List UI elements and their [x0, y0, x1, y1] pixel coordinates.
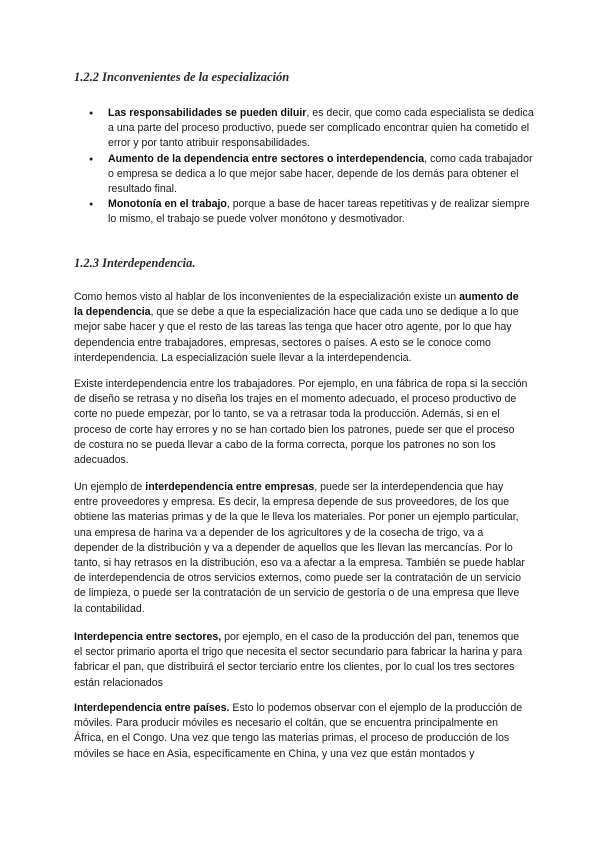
bullet-text: , porque a base de hacer tareas repetitivas y de realizar siempre lo mismo, el trabajo se puede volver monótono y desmotivador. — [108, 198, 530, 226]
section-heading-inconvenientes: 1.2.2 Inconvenientes de la especialización — [74, 70, 290, 84]
paragraph-bold-term: interdependencia entre empresas — [145, 481, 315, 493]
paragraph-text: Existe interdependencia entre los trabajadores. Por ejemplo, en una fábrica de ropa si la sección de diseño se retrasa y no diseña los trajes en el momento adecuado, el proceso productivo de corte no puede empezar, por lo tanto, se va a retrasar toda la producción. Además, si en el proceso de corte hay errores y no se han cortado bien los patrones, puede ser que el proceso de costura no se pueda llevar a cabo de la forma correcta, porque los patrones no son los adecuados. — [74, 378, 528, 467]
paragraph-bold-term: Interdependencia entre países. — [74, 702, 230, 714]
bullet-text: , como cada trabajador o empresa se dedica a lo que mejor sabe hacer, depende de los demás para obtener el resultado final. — [108, 152, 533, 196]
bullet-bold-term: Monotonía en el trabajo — [108, 198, 227, 211]
paragraph-text: , puede ser la interdependencia que hay entre proveedores y empresa. Es decir, la empresa depende de sus proveedores, de los que obtiene las materias primas y de la que le lleva los materiales. Por poner un ejemplo particular, una empresa de harina va a depender de los agricultores y de la cosecha de trigo, va a depender de la distribución y va a depender de aquellos que les llevan las mercancías. Por lo tanto, si hay retrasos en la distribución, eso va a afectar a la empresa. También se puede hablar de interdependencia de otros servicios externos, como puede ser la contratación de un servicio de limpieza, o puede ser la contratación de un servicio de gestoría o de una empresa que lleve la contabilidad. — [74, 481, 525, 615]
list-item — [74, 152, 534, 198]
paragraph-bold-term: aumento de la dependencia — [74, 291, 519, 319]
paragraph-text: , que se debe a que la especialización hace que cada uno se dedique a lo que mejor sabe hacer y que el resto de las tareas las tenga que hacer otro agente, por lo que hay dependencia entre trabajadores, empresas, sectores o países. A esto se le conoce como interdependencia. La especialización suele llevar a la interdependencia. — [74, 306, 519, 364]
section-heading-interdependencia: 1.2.3 Interdependencia. — [74, 256, 196, 270]
inconvenientes-list — [74, 106, 534, 228]
paragraph-intro — [74, 290, 529, 366]
paragraph-trabajadores — [74, 377, 529, 468]
bullet-bold-term: Aumento de la dependencia entre sectores o interdependencia — [108, 152, 425, 165]
bullet-bold-term: Las responsabilidades se pueden diluir — [108, 107, 307, 119]
paragraph-paises — [74, 701, 529, 762]
bullet-text: , es decir, que como cada especialista se dedica a una parte del proceso productivo, puede ser complicado encontrar quien ha cometido el error y por tanto atribuir responsabilidades. — [108, 107, 534, 150]
paragraph-text: por ejemplo, en el caso de la producción del pan, tenemos que el sector primario aporta el trigo que necesita el sector secundario para fabricar la harina y para fabricar el pan, que distribuirá el sector terciario entre los clientes, por lo cual los tres sectores están relacionados — [74, 631, 523, 689]
paragraph-text: Esto lo podemos observar con el ejemplo de la producción de móviles. Para producir móviles es necesario el coltán, que se encuentra principalmente en África, en el Congo. Una vez que tengo las materias primas, el proceso de producción de los móviles se hace en Asia, específicamente en China, y una vez que están montados y — [74, 702, 523, 760]
paragraph-sectores — [74, 630, 529, 691]
paragraph-text: Un ejemplo de — [74, 481, 146, 493]
list-item — [74, 106, 534, 152]
paragraph-text: Como hemos visto al hablar de los inconvenientes de la especialización existe un — [74, 291, 460, 303]
paragraph-empresas — [74, 480, 529, 617]
paragraph-bold-term: Interdepencia entre sectores, — [74, 631, 222, 643]
list-item — [74, 197, 534, 227]
